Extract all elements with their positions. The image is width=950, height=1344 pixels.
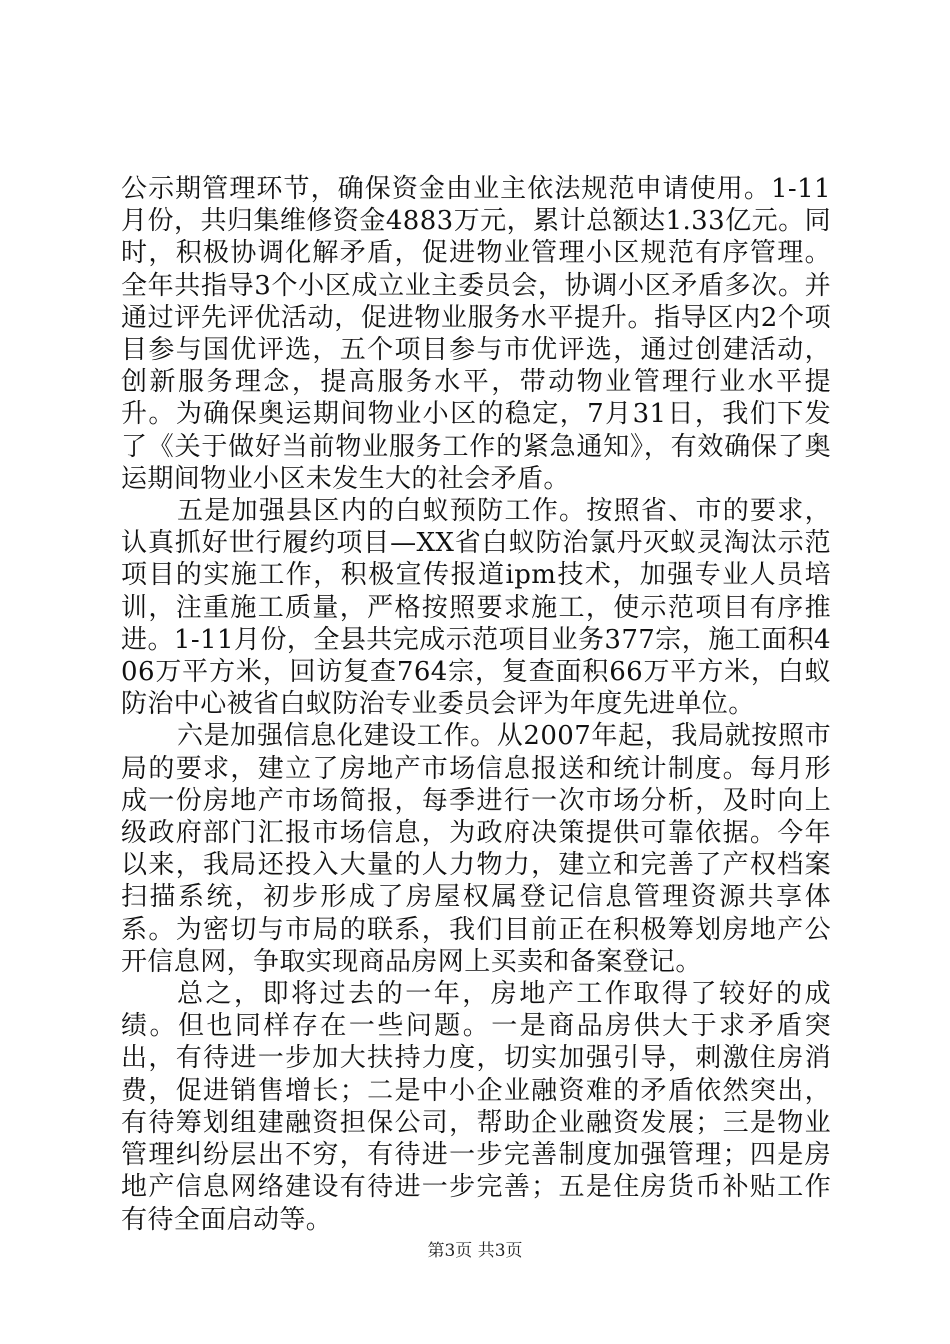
page-footer: 第3页 共3页 [427,1241,523,1261]
paragraph-informatization: 六是加强信息化建设工作。从2007年起，我局就按照市局的要求，建立了房地产市场信息报送和统计制度。每月形成一份房地产市场简报，每季进行一次市场分析，及时向上级政府部门汇报市场信息，为政府决策提供可靠依据。今年以来，我局还投入大量的人力物力，建立和完善了产权档案扫描系统，初步形成了房屋权属登记信息管理资源共享体系。为密切与市局的联系，我们目前正在积极筹划房地产公开信息网，争取实现商品房网上买卖和备案登记。 [121,721,831,977]
paragraph-continuation: 公示期管理环节，确保资金由业主依法规范申请使用。1-11月份，共归集维修资金4883万元，累计总额达1.33亿元。同时，积极协调化解矛盾，促进物业管理小区规范有序管理。全年共指导3个小区成立业主委员会，协调小区矛盾多次。并通过评先评优活动，促进物业服务水平提升。指导区内2个项目参与国优评选，五个项目参与市优评选，通过创建活动，创新服务理念，提高服务水平，带动物业管理行业水平提升。为确保奥运期间物业小区的稳定，7月31日，我们下发了《关于做好当前物业服务工作的紧急通知》，有效确保了奥运期间物业小区未发生大的社会矛盾。 [121,174,831,494]
paragraph-summary: 总之，即将过去的一年，房地产工作取得了较好的成绩。但也同样存在一些问题。一是商品房供大于求矛盾突出，有待进一步加大扶持力度，切实加强引导，刺激住房消费，促进销售增长；二是中小企业融资难的矛盾依然突出，有待筹划组建融资担保公司，帮助企业融资发展；三是物业管理纠纷层出不穷，有待进一步完善制度加强管理；四是房地产信息网络建设有待进一步完善；五是住房货币补贴工作有待全面启动等。 [121,979,831,1235]
paragraph-termite-prevention: 五是加强县区内的白蚁预防工作。按照省、市的要求，认真抓好世行履约项目—XX省白蚁防治氯丹灭蚁灵淘汰示范项目的实施工作，积极宣传报道ipm技术，加强专业人员培训，注重施工质量，严格按照要求施工，使示范项目有序推进。1-11月份，全县共完成示范项目业务377宗，施工面积406万平方米，回访复查764宗，复查面积66万平方米，白蚁防治中心被省白蚁防治专业委员会评为年度先进单位。 [121,496,831,720]
document-body [121,173,831,1236]
